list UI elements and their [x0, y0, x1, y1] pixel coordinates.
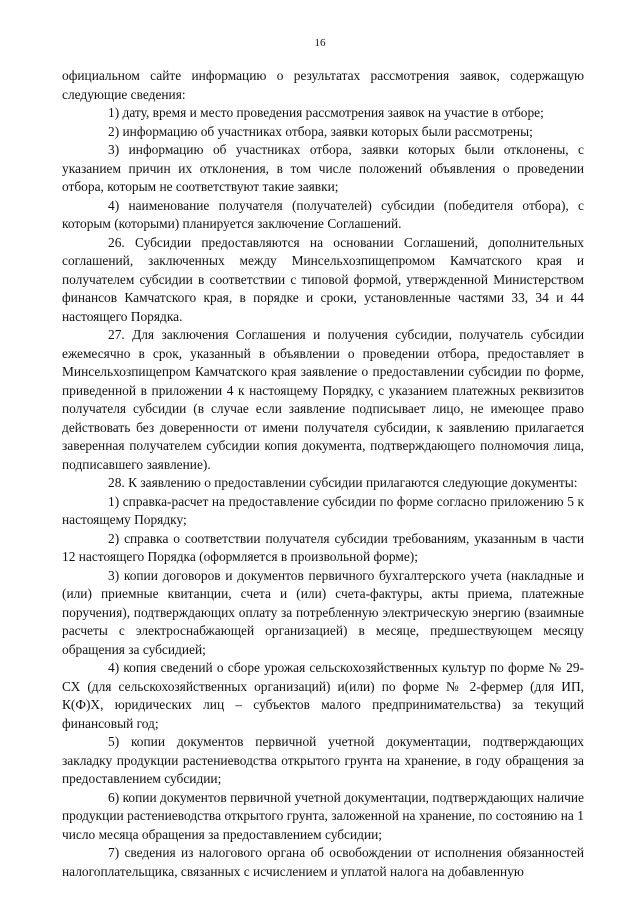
- page-number: 16: [314, 37, 326, 49]
- document-item-3: 3) копии договоров и документов первичного бухгалтерского учета (накладные и (или) приемные квитанции, счета и (или) счета-фактуры, акты приема, платежные поручения), подтверждающих оплату за потребленную электрическую энергию (взаимные расчеты с электроснабжающей организацией) в месяце, предшествующем месяцу обращения за субсидией;: [62, 567, 584, 657]
- document-item-6: 6) копии документов первичной учетной документации, подтверждающих наличие продукции растениеводства открытого грунта, заложенной на хранение, по состоянию на 1 число месяца обращения за предоставлением субсидии;: [62, 789, 584, 842]
- document-item-2: 2) справка о соответствии получателя субсидии требованиям, указанным в части 12 настоящего Порядка (оформляется в произвольной форме);: [62, 530, 584, 564]
- document-item-7: 7) сведения из налогового органа об освобождении от исполнения обязанностей налогоплательщика, связанных с исчислением и уплатой налога на добавленную: [62, 845, 584, 879]
- document-item-5: 5) копии документов первичной учетной документации, подтверждающих закладку продукции растениеводства открытого грунта на хранение, в году обращения за предоставлением субсидии;: [62, 734, 584, 786]
- paragraph-continuation: официальном сайте информацию о результатах рассмотрения заявок, содержащую следующие сведения:: [62, 68, 584, 102]
- document-body: [62, 67, 584, 881]
- paragraph-26: 26. Субсидии предоставляются на основании Соглашений, дополнительных соглашений, заключенных между Минсельхозпищепромом Камчатского края и получателем субсидии в соответствии с типовой формой, утвержденной Министерством финансов Камчатского края, в порядке и сроки, установленные частями 33, 34 и 44 настоящего Порядка.: [62, 234, 584, 324]
- list-item-1: 1) дату, время и место проведения рассмотрения заявок на участие в отборе;: [108, 105, 544, 120]
- list-item-3: 3) информацию об участниках отбора, заявки которых были отклонены, с указанием причин их отклонения, в том числе положений объявления о проведении отбора, которым не соответствуют такие заявки;: [62, 142, 584, 194]
- list-item-2: 2) информацию об участниках отбора, заявки которых были рассмотрены;: [108, 123, 533, 139]
- document-item-1: 1) справка-расчет на предоставление субсидии по форме согласно приложению 5 к настоящему Порядку;: [62, 493, 584, 527]
- list-item-4: 4) наименование получателя (получателей) субсидии (победителя отбора), с которым (которыми) планируется заключение Соглашений.: [62, 197, 584, 231]
- paragraph-27: 27. Для заключения Соглашения и получения субсидии, получатель субсидии ежемесячно в срок, указанный в объявлении о проведении отбора, предоставляет в Минсельхозпищепром Камчатского края заявление о предоставлении субсидии по форме, приведенной в приложении 4 к настоящему Порядку, с указанием платежных реквизитов получателя субсидии (в случае если заявление подписывает лицо, не имеющее право действовать без доверенности от имени получателя субсидии, к заявлению прилагается заверенная получателем субсидии копия документа, подтверждающего полномочия лица, подписавшего заявление).: [62, 327, 584, 472]
- document-item-4: 4) копия сведений о сборе урожая сельскохозяйственных культур по форме № 29-СХ (для сельскохозяйственных организаций) и(или) по форме № 2-фермер (для ИП, К(Ф)Х, юридических лиц – субъектов малого предпринимательства) за текущий финансовый год;: [62, 660, 584, 731]
- paragraph-28: 28. К заявлению о предоставлении субсидии прилагаются следующие документы:: [108, 475, 578, 490]
